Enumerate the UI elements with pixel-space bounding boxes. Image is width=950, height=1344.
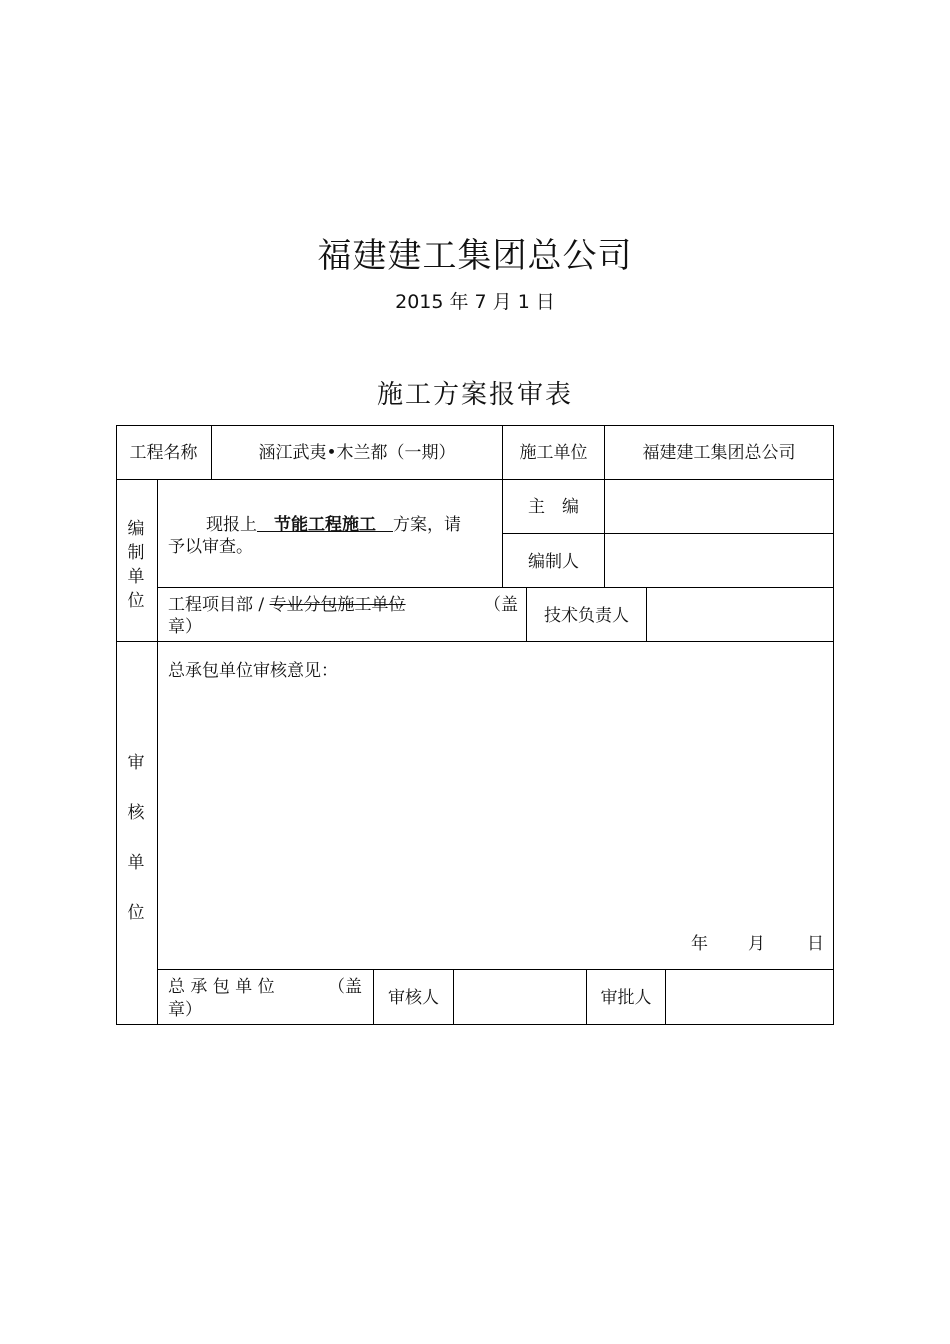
gc-unit-label: 总 承 包 单 位 bbox=[168, 977, 275, 997]
review-form-table bbox=[116, 425, 834, 1025]
gc-opinion-label: 总承包单位审核意见： bbox=[168, 661, 338, 681]
table-border-top bbox=[116, 425, 834, 426]
submission-prefix: 现报上 bbox=[206, 515, 257, 535]
submission-text-line2: 予以审查。 bbox=[168, 537, 253, 557]
side-char: 编 bbox=[127, 519, 145, 539]
side-char: 位 bbox=[127, 903, 145, 923]
compile-unit-side-label bbox=[116, 517, 156, 613]
side-char: 核 bbox=[127, 803, 145, 823]
submission-subject: 节能工程施工 bbox=[274, 515, 376, 535]
gc-seal-open: （盖 bbox=[328, 977, 362, 997]
grid-line bbox=[502, 533, 834, 534]
date-day-label: 日 bbox=[807, 934, 824, 954]
construction-unit-value: 福建建工集团总公司 bbox=[642, 443, 796, 463]
dept-seal-open: （盖 bbox=[484, 595, 518, 615]
form-title: 施工方案报审表 bbox=[376, 380, 573, 410]
tech-lead-label: 技术负责人 bbox=[544, 606, 629, 626]
table-border-right bbox=[833, 425, 834, 1025]
side-char: 单 bbox=[127, 567, 145, 587]
dept-label-text: 工程项目部 / bbox=[168, 595, 265, 615]
construction-unit-label: 施工单位 bbox=[519, 443, 588, 463]
side-char: 单 bbox=[127, 853, 145, 873]
grid-line bbox=[646, 587, 647, 642]
dept-struck-text: 专业分包施工单位 bbox=[269, 595, 406, 615]
date-year-label: 年 bbox=[691, 934, 708, 954]
side-char: 位 bbox=[127, 591, 145, 611]
grid-line bbox=[665, 969, 666, 1025]
date-month-label: 月 bbox=[748, 934, 765, 954]
grid-line bbox=[116, 479, 834, 480]
company-name: 福建建工集团总公司 bbox=[317, 236, 633, 276]
project-name-label: 工程名称 bbox=[129, 443, 198, 463]
table-border-bottom bbox=[116, 1024, 834, 1025]
grid-line bbox=[157, 479, 158, 1025]
grid-line bbox=[157, 969, 834, 970]
gc-seal-close: 章） bbox=[168, 1000, 202, 1020]
dept-seal-close: 章） bbox=[168, 617, 202, 637]
grid-line bbox=[116, 641, 834, 642]
document-date: 2015 年 7 月 1 日 bbox=[395, 291, 555, 313]
editor-label: 主 编 bbox=[528, 497, 579, 517]
side-char: 制 bbox=[127, 543, 145, 563]
grid-line bbox=[157, 587, 834, 588]
preparer-label: 编制人 bbox=[528, 552, 579, 572]
dept-label bbox=[168, 594, 406, 616]
reviewer-label: 审核人 bbox=[388, 988, 439, 1008]
review-unit-side-label bbox=[116, 738, 156, 938]
approver-label: 审批人 bbox=[600, 988, 652, 1008]
project-name-value: 涵江武夷•木兰都（一期） bbox=[258, 443, 456, 463]
side-char: 审 bbox=[127, 753, 145, 773]
submission-text bbox=[206, 514, 461, 536]
grid-line bbox=[453, 969, 454, 1025]
submission-suffix: 方案，请 bbox=[393, 515, 461, 535]
